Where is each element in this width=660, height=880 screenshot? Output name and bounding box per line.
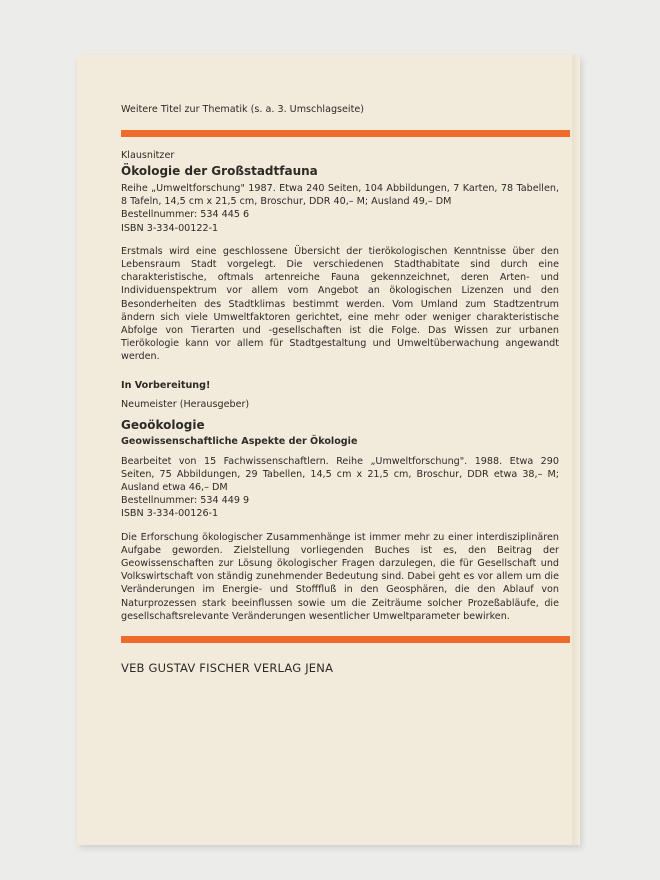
cover-content xyxy=(121,103,559,675)
cover-edge xyxy=(572,55,580,845)
book2-order-number: Bestellnummer: 534 449 9 xyxy=(121,495,250,507)
book1-order-number: Bestellnummer: 534 445 6 xyxy=(121,209,250,221)
book2-details: Bearbeitet von 15 Fachwissenschaftlern. Reihe „Umweltforschung". 1988. Etwa 290 Seiten, 75 Abbildungen, 29 Tabellen, 14,5 cm x 21,5 cm, Broschur, DDR etwa 38,– M; Ausland etwa 46,– DM xyxy=(121,455,559,494)
orange-divider-top xyxy=(121,130,570,137)
publisher-name: VEB GUSTAV FISCHER VERLAG JENA xyxy=(121,661,334,676)
book2-description: Die Erforschung ökologischer Zusammenhänge ist immer mehr zu einer interdisziplinären Aufgabe geworden. Zielstellung vorliegenden Buches ist es, den Beitrag der Geowissenschaften zur Lösung ökologischer Fragen darzulegen, die für Gesellschaft und Volkswirtschaft von ständig zunehmender Bedeutung sind. Dabei geht es vor allem um die Veränderungen im Energie- und Stofffluß in den Geosphären, die den Ablauf von Naturprozessen stark beeinflussen sowie um die Zeiträume solcher Prozeßabläufe, die gesellschaftsrelevante Veränderungen wesentlicher Umweltparameter bewirken. xyxy=(121,531,559,622)
book1-author: Klausnitzer xyxy=(121,150,175,161)
book2-title: Geoökologie xyxy=(121,417,205,432)
book1-details: Reihe „Umweltforschung" 1987. Etwa 240 Seiten, 104 Abbildungen, 7 Karten, 78 Tabellen, 8 Tafeln, 14,5 cm x 21,5 cm, Broschur, DDR 40,– M; Ausland 49,– DM xyxy=(121,183,559,208)
book2-isbn: ISBN 3-334-00126-1 xyxy=(121,508,219,520)
book2-subtitle: Geowissenschaftliche Aspekte der Ökologie xyxy=(121,435,358,447)
orange-divider-bottom xyxy=(121,636,570,643)
book-back-cover xyxy=(77,55,580,845)
book1-title: Ökologie der Großstadtfauna xyxy=(121,164,318,178)
book1-description: Erstmals wird eine geschlossene Übersicht der tierökologischen Kenntnisse über den Lebensraum Stadt vorgelegt. Die verschiedenen Stadthabitate sind durch eine charakteristische, oftmals artenreiche Fauna gekennzeichnet, deren Arten- und Individuenspektrum vor allem vom Angebot an ökologischen Lizenzen und den Besonderheiten des Stadtklimas bestimmt werden. Vom Umland zum Stadtzentrum ändern sich viele Umweltfaktoren gerichtet, eine mehr oder weniger charakteristische Abfolge von Tierarten und -gesellschaften ist die Folge. Das Wissen zur urbanen Tierökologie kann vor allem für Stadtgestaltung und Umweltüberwachung angewandt werden. xyxy=(121,245,559,363)
further-titles-heading: Weitere Titel zur Thematik (s. a. 3. Umschlagseite) xyxy=(121,104,365,115)
book2-status: In Vorbereitung! xyxy=(121,379,211,391)
book2-author: Neumeister (Herausgeber) xyxy=(121,398,250,410)
book1-isbn: ISBN 3-334-00122-1 xyxy=(121,222,219,234)
